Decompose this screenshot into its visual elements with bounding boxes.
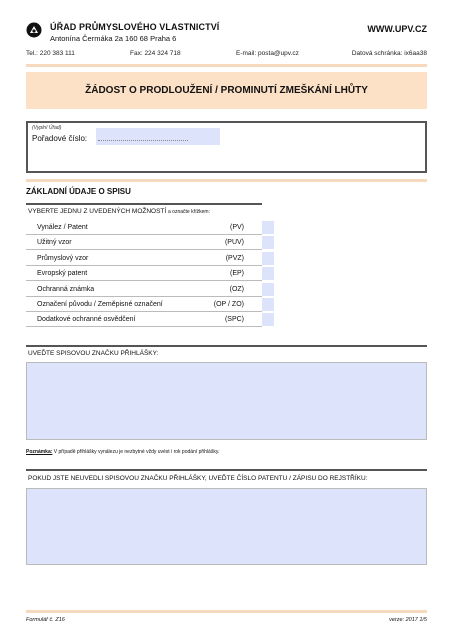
option-code: (OP / ZO) bbox=[213, 301, 244, 308]
tel: Tel.: 220 383 111 bbox=[26, 50, 75, 57]
option-checkbox[interactable] bbox=[262, 283, 274, 296]
option-label: Vynález / Patent bbox=[37, 224, 88, 231]
option-row bbox=[26, 235, 262, 250]
order-number-dots bbox=[98, 140, 188, 141]
page-title: ŽÁDOST O PRODLOUŽENÍ / PROMINUTÍ ZMEŠKÁNÍ LHŮTY bbox=[85, 85, 368, 96]
patent-number-label: POKUD JSTE NEUVEDLI SPISOVOU ZNAČKU PŘIHLÁŠKY, UVEĎTE ČÍSLO PATENTU / ZÁPISU DO REJSTŘÍKU: bbox=[28, 475, 368, 482]
note-text: V případě přihlášky vynálezu je nezbytné vždy uvést i rok podání přihlášky. bbox=[53, 449, 220, 455]
file-number-border bbox=[26, 345, 427, 347]
patent-number-input[interactable] bbox=[26, 488, 427, 565]
upv-logo-icon bbox=[26, 22, 42, 38]
option-label: Průmyslový vzor bbox=[37, 254, 89, 262]
section-divider bbox=[26, 179, 427, 182]
option-code: (SPC) bbox=[224, 316, 244, 324]
file-number-input[interactable] bbox=[26, 362, 427, 440]
office-hint: (Vyplní Úřad) bbox=[32, 125, 62, 131]
option-code: (PVZ) bbox=[225, 254, 244, 262]
option-checkbox[interactable] bbox=[262, 252, 274, 265]
option-label: Užitný vzor bbox=[37, 239, 72, 247]
office-name: ÚŘAD PRŮMYSLOVÉHO VLASTNICTVÍ bbox=[50, 22, 220, 32]
option-row bbox=[26, 251, 262, 266]
option-code: (OZ) bbox=[229, 285, 244, 293]
header-divider bbox=[26, 64, 427, 67]
form-number: Formulář č. Z16 bbox=[26, 617, 65, 623]
option-row bbox=[26, 312, 262, 327]
option-label: Evropský patent bbox=[37, 270, 88, 278]
file-number-label: UVEĎTE SPISOVOU ZNAČKU PŘIHLÁŠKY: bbox=[28, 350, 159, 357]
option-checkbox[interactable] bbox=[262, 221, 274, 234]
order-number-label: Pořadové číslo: bbox=[32, 134, 88, 143]
option-row bbox=[26, 220, 262, 235]
option-checkbox[interactable] bbox=[262, 313, 274, 326]
note bbox=[26, 449, 219, 455]
option-label: Dodatkové ochranné osvědčení bbox=[37, 316, 136, 324]
option-code: (PUV) bbox=[224, 239, 244, 247]
footer-divider bbox=[26, 610, 427, 613]
version: verze: 2017 1/5 bbox=[389, 617, 427, 623]
contact-row bbox=[26, 50, 427, 60]
option-code: (PV) bbox=[230, 224, 244, 231]
option-checkbox[interactable] bbox=[262, 267, 274, 280]
email-link[interactable]: E-mail: posta@upv.cz bbox=[236, 50, 299, 57]
options-top-border bbox=[26, 203, 262, 205]
option-checkbox[interactable] bbox=[262, 298, 274, 311]
fax: Fax: 224 324 718 bbox=[130, 50, 181, 57]
options-heading-note: a označte křížkem: bbox=[168, 209, 210, 215]
option-row bbox=[26, 282, 262, 297]
options-heading-text: VYBERTE JEDNU Z UVEDENÝCH MOŽNOSTÍ bbox=[28, 208, 167, 215]
option-label: Ochranná známka bbox=[37, 285, 95, 293]
option-row bbox=[26, 266, 262, 281]
option-label: Označení původu / Zeměpisné označení bbox=[37, 301, 163, 308]
website-link[interactable]: WWW.UPV.CZ bbox=[367, 24, 427, 34]
option-checkbox[interactable] bbox=[262, 236, 274, 249]
office-address: Antonína Čermáka 2a 160 68 Praha 6 bbox=[50, 34, 177, 43]
note-prefix: Poznámka: bbox=[26, 449, 53, 455]
options-heading bbox=[28, 208, 210, 215]
order-number-field[interactable] bbox=[96, 128, 220, 145]
databox: Datová schránka: ix6aa38 bbox=[351, 50, 427, 57]
option-code: (EP) bbox=[230, 270, 244, 278]
option-row bbox=[26, 297, 262, 312]
patent-number-border bbox=[26, 469, 427, 471]
section-title: ZÁKLADNÍ ÚDAJE O SPISU bbox=[26, 187, 131, 196]
office-box bbox=[26, 121, 427, 173]
